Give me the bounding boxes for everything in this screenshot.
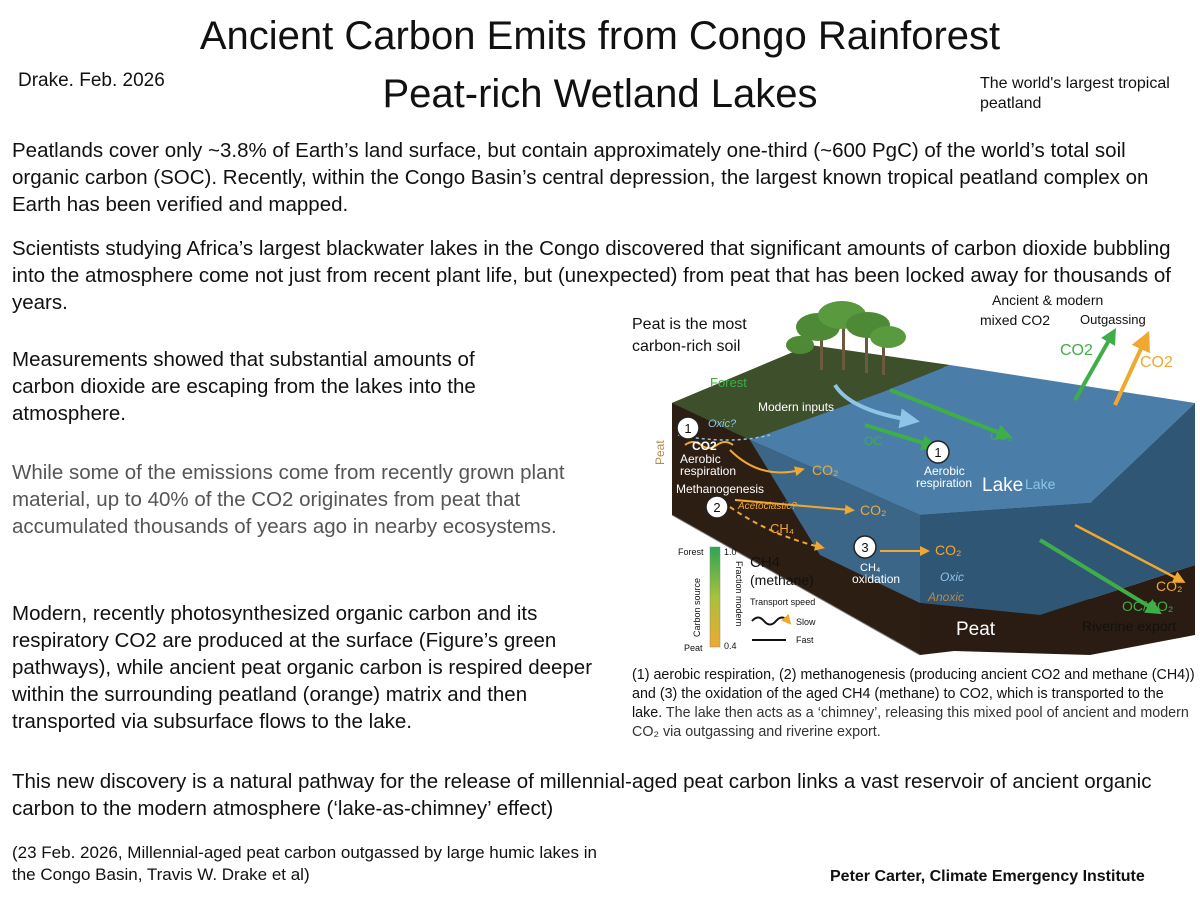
marker-3	[854, 536, 876, 558]
paragraph-discovery: This new discovery is a natural pathway for the release of millennial-aged peat carbon links a vast reservoir of ancient organic carbon to the modern atmosphere (‘lake-as-chimney’ effect)	[12, 770, 1152, 820]
mixed-co2-line1: Ancient & modern	[992, 292, 1104, 308]
co2-path3-label: CO₂	[935, 542, 962, 558]
page-title: Ancient Carbon Emits from Congo Rainforest	[199, 14, 1001, 58]
riverine-export-label: Riverine export	[1082, 618, 1177, 634]
caption-detail: The lake then acts as a ‘chimney’, releasing this mixed pool of ancient and modern CO₂ via outgassing and riverine export.	[632, 705, 1189, 740]
anoxic-label: Anoxic	[928, 590, 965, 604]
legend-value-top: 1.0	[724, 547, 737, 557]
marker-1	[677, 417, 699, 439]
caption-main: (1) aerobic respiration, (2) methanogenesis (producing ancient CO2 and methane (CH4)) and (3) the oxidation of the aged CH4 (methane) to CO2, which is transported to the lake.	[632, 667, 1195, 721]
page-subtitle: Peat-rich Wetland Lakes	[382, 72, 818, 116]
legend-fast: Fast	[796, 635, 814, 645]
peat-lake-diagram	[620, 285, 1200, 665]
export-co2-label: CO₂	[1156, 578, 1183, 594]
citation: (23 Feb. 2026, Millennial-aged peat carbon outgassed by large humic lakes in the Congo Basin, Travis W. Drake et al)	[12, 843, 597, 884]
peat-side-label: Peat	[653, 440, 667, 465]
peat-bottom-label: Peat	[956, 619, 996, 640]
co2-path1-label: CO₂	[812, 462, 839, 478]
oc-label: OC	[864, 434, 882, 448]
co2-faint-label: CO₂	[990, 429, 1013, 443]
lake-aerobic-line2: respiration	[916, 476, 973, 490]
legend-methane: (methane)	[750, 572, 814, 588]
credit: Peter Carter, Climate Emergency Institute	[830, 868, 1145, 885]
respiration-label: respiration	[680, 464, 737, 478]
ch4-oxidation-line2: oxidation	[852, 572, 901, 586]
peat-note-line2: carbon-rich soil	[632, 338, 741, 355]
co2-label: CO2	[692, 439, 717, 453]
legend-transport-speed: Transport speed	[750, 597, 816, 607]
acetoclastic-label: Acetoclastic?	[738, 501, 797, 512]
marker-1-lake	[927, 441, 949, 463]
modern-inputs-label: Modern inputs	[758, 400, 835, 414]
paragraph-blackwater-lakes: Scientists studying Africa’s largest blackwater lakes in the Congo discovered that significant amounts of carbon dioxide bubbling into the atmosphere come not just from recent plant life, but (unexpected) from peat that has been locked away for thousands of years.	[12, 237, 1171, 314]
ch4-label: CH₄	[770, 521, 795, 536]
lake-label: Lake	[982, 475, 1024, 496]
ch4-oxidation-line1: CH₄	[860, 562, 881, 574]
co2-path2-label: CO₂	[860, 502, 887, 518]
lake-ghost-label: Lake	[1025, 476, 1056, 492]
export-oc-label: OC/CO₂	[1122, 598, 1174, 614]
svg-text:1: 1	[934, 445, 942, 460]
marker-2	[706, 496, 728, 518]
svg-text:3: 3	[861, 540, 869, 555]
side-note: The world's largest tropical peatland	[980, 75, 1170, 112]
legend-fraction-modern: Fraction modern	[734, 561, 744, 627]
paragraph-peatland-coverage: Peatlands cover only ~3.8% of Earth’s land surface, but contain approximately one-third (~600 PgC) of the world’s total soil organic carbon (SOC). Recently, within the Congo Basin’s central depression, the largest known tropical peatland complex on Earth has been verified and mapped.	[12, 139, 1149, 216]
legend-value-bottom: 0.4	[724, 641, 737, 651]
oxic-label: Oxic	[940, 570, 964, 584]
legend-peat: Peat	[684, 643, 703, 653]
svg-text:2: 2	[713, 500, 721, 515]
legend-slow: Slow	[796, 617, 816, 627]
figure-caption	[632, 666, 1197, 742]
svg-text:1: 1	[684, 421, 692, 436]
co2-orange-label: CO2	[1140, 354, 1173, 371]
legend-color-bar	[710, 547, 720, 647]
outgassing-label: Outgassing	[1080, 312, 1146, 327]
lake-aerobic-line1: Aerobic	[924, 464, 965, 478]
methanogenesis-label: Methanogenesis	[676, 482, 765, 496]
legend-carbon-source: Carbon source	[692, 577, 702, 637]
oxic-question-label: Oxic?	[708, 418, 737, 430]
mixed-co2-line2: mixed CO2	[980, 312, 1051, 328]
legend-forest: Forest	[678, 547, 704, 557]
forest-label: Forest	[710, 375, 747, 390]
paragraph-emission-sources: While some of the emissions come from recently grown plant material, up to 40% of the CO2 originates from peat that accumulated thousands of years ago in nearby ecosystems.	[12, 461, 565, 538]
paragraph-measurements: Measurements showed that substantial amounts of carbon dioxide are escaping from the lakes into the atmosphere.	[12, 348, 476, 425]
aerobic-label: Aerobic	[680, 452, 721, 466]
byline: Drake. Feb. 2026	[18, 70, 165, 91]
peat-note-line1: Peat is the most	[632, 316, 747, 333]
co2-green-label: CO2	[1060, 342, 1093, 359]
legend-ch4-title: CH4	[750, 554, 781, 571]
paragraph-pathways: Modern, recently photosynthesized organic carbon and its respiratory CO2 are produced at the surface (Figure’s green pathways), while ancient peat organic carbon is respired deeper within the surrounding peatland (orange) matrix and then transported via subsurface flows to the lake.	[12, 602, 593, 733]
